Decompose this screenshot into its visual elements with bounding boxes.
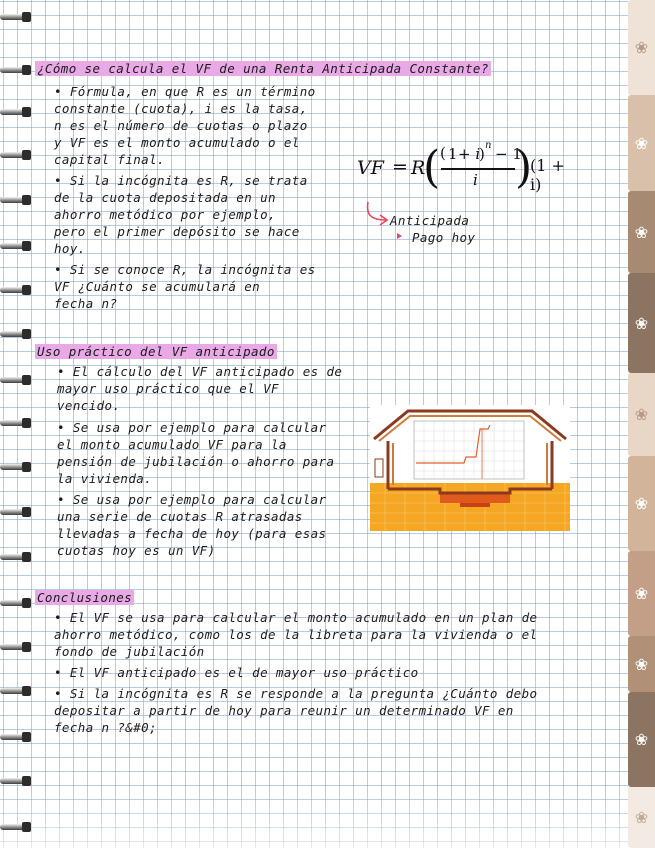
- formula-close-paren: ): [515, 142, 533, 193]
- spiral-ring: [0, 239, 30, 253]
- text-line: n es el número de cuotas o plazo: [54, 118, 308, 133]
- text-line: VF ¿Cuánto se acumulará en: [54, 279, 261, 294]
- text-line: • El VF anticipado es el de mayor uso práctico: [54, 665, 419, 680]
- text-line: • Se usa por ejemplo para calcular: [57, 492, 327, 507]
- text-line: • Se usa por ejemplo para calcular: [57, 420, 327, 435]
- spiral-ring: [0, 148, 30, 162]
- text-line: mayor uso práctico que el VF: [57, 381, 279, 396]
- spiral-ring: [0, 327, 30, 341]
- section-heading: [35, 589, 134, 606]
- section3-heading: Conclusiones: [37, 590, 133, 605]
- annotation-pago-hoy: Pago hoy: [412, 230, 476, 245]
- text-line: vencido.: [57, 398, 121, 413]
- spiral-ring: [0, 640, 30, 654]
- text-line: fecha n?: [54, 296, 118, 311]
- text-line: • Fórmula, en que R es un término: [54, 84, 316, 99]
- paper-bottom-fade: [0, 790, 628, 848]
- vf-formula: [355, 140, 573, 196]
- text-line: • El VF se usa para calcular el monto acumulado en un plan de: [54, 610, 538, 625]
- spiral-ring: [0, 684, 30, 698]
- flower-icon: ❀: [634, 222, 649, 242]
- text-line: cuotas hoy es un VF): [57, 543, 216, 558]
- spiral-ring: [0, 730, 30, 744]
- formula-minus-one: − 1: [495, 145, 522, 163]
- annotation-anticipada: Anticipada: [390, 213, 470, 228]
- formula-factor: (1 + i): [530, 156, 565, 194]
- text-line: una serie de cuotas R atrasadas: [57, 509, 303, 524]
- formula-plus-i: + i: [458, 145, 481, 163]
- bullet-icon: [395, 231, 405, 241]
- section-heading: [35, 60, 491, 77]
- section-heading: [35, 343, 277, 360]
- formula-denominator: i: [473, 171, 478, 189]
- tab-6[interactable]: [628, 456, 655, 551]
- tab-7[interactable]: [628, 551, 655, 636]
- text-line: • El cálculo del VF anticipado es de: [57, 364, 343, 379]
- tab-9[interactable]: [628, 692, 655, 787]
- text-line: de la cuota depositada en un: [54, 190, 276, 205]
- formula-one: 1: [448, 145, 458, 163]
- text-line: fondo de jubilación: [54, 644, 205, 659]
- spiral-ring: [0, 820, 30, 834]
- tab-2[interactable]: [628, 95, 655, 191]
- text-line: pero el primer depósito se hace: [54, 224, 300, 239]
- text-line: fecha n ?&#0;: [54, 720, 158, 735]
- tab-3[interactable]: [628, 191, 655, 273]
- spiral-ring: [0, 63, 30, 77]
- text-line: ahorro metódico por ejemplo,: [54, 207, 276, 222]
- spiral-ring: [0, 596, 30, 610]
- spiral-ring: [0, 460, 30, 474]
- formula-open-bracket: (: [440, 144, 446, 162]
- text-line: capital final.: [54, 152, 165, 167]
- flower-icon: ❀: [634, 38, 649, 57]
- spiral-ring: [0, 505, 30, 519]
- text-line: la vivienda.: [57, 471, 153, 486]
- tab-5[interactable]: [628, 373, 655, 456]
- text-line: llevadas a fecha de hoy (para esas: [57, 526, 327, 541]
- flower-icon: ❀: [634, 808, 649, 827]
- formula-open-paren: (: [423, 142, 441, 193]
- text-line: depositar a partir de hoy para reunir un determinado VF en: [54, 703, 514, 718]
- flower-icon: ❀: [634, 494, 649, 513]
- spiral-ring: [0, 774, 30, 788]
- formula-equals: =: [392, 156, 408, 178]
- text-line: constante (cuota), i es la tasa,: [54, 101, 308, 116]
- fraction-bar: [441, 168, 515, 170]
- text-line: • Si la incógnita es R se responde a la pregunta ¿Cuánto debo: [54, 686, 538, 701]
- spiral-ring: [0, 550, 30, 564]
- flower-icon: ❀: [634, 405, 649, 424]
- tab-4[interactable]: [628, 273, 655, 373]
- flower-icon: ❀: [634, 584, 649, 603]
- text-line: • Si la incógnita es R, se trata: [54, 173, 308, 188]
- flower-icon: ❀: [634, 654, 649, 674]
- flower-icon: ❀: [634, 730, 649, 749]
- spiral-ring: [0, 373, 30, 387]
- spiral-ring: [0, 105, 30, 119]
- formula-r: R: [411, 157, 426, 179]
- section1-heading: ¿Cómo se calcula el VF de una Renta Anticipada Constante?: [37, 61, 489, 76]
- formula-close-bracket: ): [479, 145, 485, 163]
- flower-icon: ❀: [634, 313, 649, 333]
- text-line: el monto acumulado VF para la: [57, 437, 287, 452]
- tab-1[interactable]: [628, 0, 655, 95]
- text-line: y VF es el monto acumulado o el: [54, 135, 300, 150]
- formula-lhs: VF: [357, 157, 384, 179]
- section2-heading: Uso práctico del VF anticipado: [37, 344, 275, 359]
- tab-8[interactable]: [628, 636, 655, 692]
- spiral-ring: [0, 283, 30, 297]
- tab-10[interactable]: [628, 787, 655, 848]
- flower-icon: ❀: [634, 133, 649, 153]
- spiral-ring: [0, 10, 30, 24]
- text-line: pensión de jubilación o ahorro para: [57, 454, 335, 469]
- section-tabs: [628, 0, 655, 848]
- text-line: ahorro metódico, como los de la libreta para la vivienda o el: [54, 627, 538, 642]
- house-chart-illustration: [370, 405, 570, 531]
- formula-exponent: n: [485, 140, 492, 151]
- text-line: • Si se conoce R, la incógnita es: [54, 262, 316, 277]
- text-line: hoy.: [54, 241, 86, 256]
- spiral-ring: [0, 416, 30, 430]
- spiral-ring: [0, 193, 30, 207]
